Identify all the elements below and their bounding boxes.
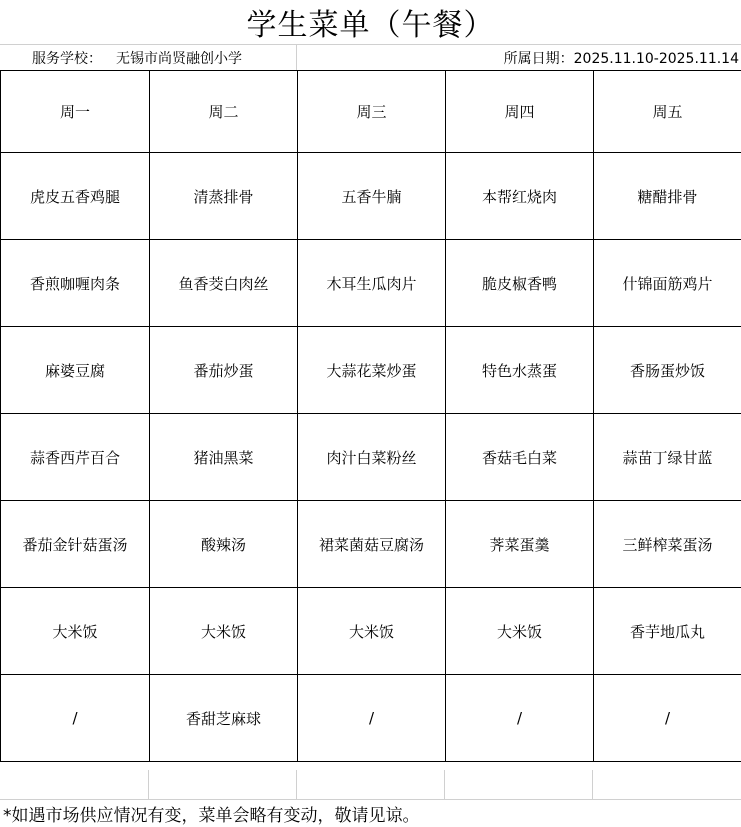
dish-cell: / <box>1 675 150 762</box>
gridline <box>592 770 593 799</box>
dish-cell: 肉汁白菜粉丝 <box>298 414 446 501</box>
dish-cell: 酸辣汤 <box>150 501 298 588</box>
weekday-header: 周三 <box>298 71 446 153</box>
dish-cell: / <box>446 675 594 762</box>
dish-cell: 香煎咖喱肉条 <box>1 240 150 327</box>
dish-cell: 大米饭 <box>150 588 298 675</box>
dish-row <box>1 501 741 588</box>
dish-cell: 蒜苗丁绿甘蓝 <box>594 414 741 501</box>
dish-cell: 本帮红烧肉 <box>446 153 594 240</box>
dish-cell: 木耳生瓜肉片 <box>298 240 446 327</box>
menu-table <box>0 70 741 762</box>
dish-cell: 五香牛腩 <box>298 153 446 240</box>
dish-cell: 大米饭 <box>298 588 446 675</box>
gridline <box>148 770 149 799</box>
footnote <box>0 799 741 827</box>
dish-row <box>1 588 741 675</box>
dish-cell: 番茄金针菇蛋汤 <box>1 501 150 588</box>
gridline <box>444 770 445 799</box>
school-label: 服务学校： <box>32 51 102 67</box>
weekday-header-row <box>1 71 741 153</box>
dish-cell: 大米饭 <box>1 588 150 675</box>
footnote-text: *如遇市场供应情况有变，菜单会略有变动，敬请见谅。 <box>3 806 420 826</box>
weekday-header: 周四 <box>446 71 594 153</box>
dish-row <box>1 153 741 240</box>
dish-cell: / <box>594 675 741 762</box>
dish-cell: 清蒸排骨 <box>150 153 298 240</box>
menu-title-text: 学生菜单（午餐） <box>246 8 495 43</box>
dish-cell: 脆皮椒香鸭 <box>446 240 594 327</box>
dish-cell: / <box>298 675 446 762</box>
dish-row <box>1 675 741 762</box>
dish-row <box>1 327 741 414</box>
menu-title <box>0 0 741 44</box>
dish-cell: 香菇毛白菜 <box>446 414 594 501</box>
school-name: 无锡市尚贤融创小学 <box>116 51 242 67</box>
dish-cell: 麻婆豆腐 <box>1 327 150 414</box>
dish-cell: 猪油黑菜 <box>150 414 298 501</box>
dish-cell: 香肠蛋炒饭 <box>594 327 741 414</box>
dish-cell: 糖醋排骨 <box>594 153 741 240</box>
weekday-header: 周二 <box>150 71 298 153</box>
gridline <box>296 770 297 799</box>
weekday-header: 周一 <box>1 71 150 153</box>
dish-cell: 大蒜花菜炒蛋 <box>298 327 446 414</box>
info-row <box>0 44 741 71</box>
blank-spacer-row <box>0 770 741 799</box>
dish-cell: 特色水蒸蛋 <box>446 327 594 414</box>
dish-cell: 鱼香茭白肉丝 <box>150 240 298 327</box>
dish-cell: 蒜香西芹百合 <box>1 414 150 501</box>
dish-cell: 荠菜蛋羹 <box>446 501 594 588</box>
dish-row <box>1 414 741 501</box>
dish-cell: 大米饭 <box>446 588 594 675</box>
dish-cell: 什锦面筋鸡片 <box>594 240 741 327</box>
dish-cell: 三鲜榨菜蛋汤 <box>594 501 741 588</box>
dish-cell: 裙菜菌菇豆腐汤 <box>298 501 446 588</box>
school-info <box>0 45 297 71</box>
dish-cell: 番茄炒蛋 <box>150 327 298 414</box>
weekday-header: 周五 <box>594 71 741 153</box>
dish-cell: 香甜芝麻球 <box>150 675 298 762</box>
dish-cell: 虎皮五香鸡腿 <box>1 153 150 240</box>
date-range <box>504 45 739 71</box>
dish-cell: 香芋地瓜丸 <box>594 588 741 675</box>
dish-row <box>1 240 741 327</box>
date-range-text: 所属日期：2025.11.10-2025.11.14 <box>503 51 739 67</box>
